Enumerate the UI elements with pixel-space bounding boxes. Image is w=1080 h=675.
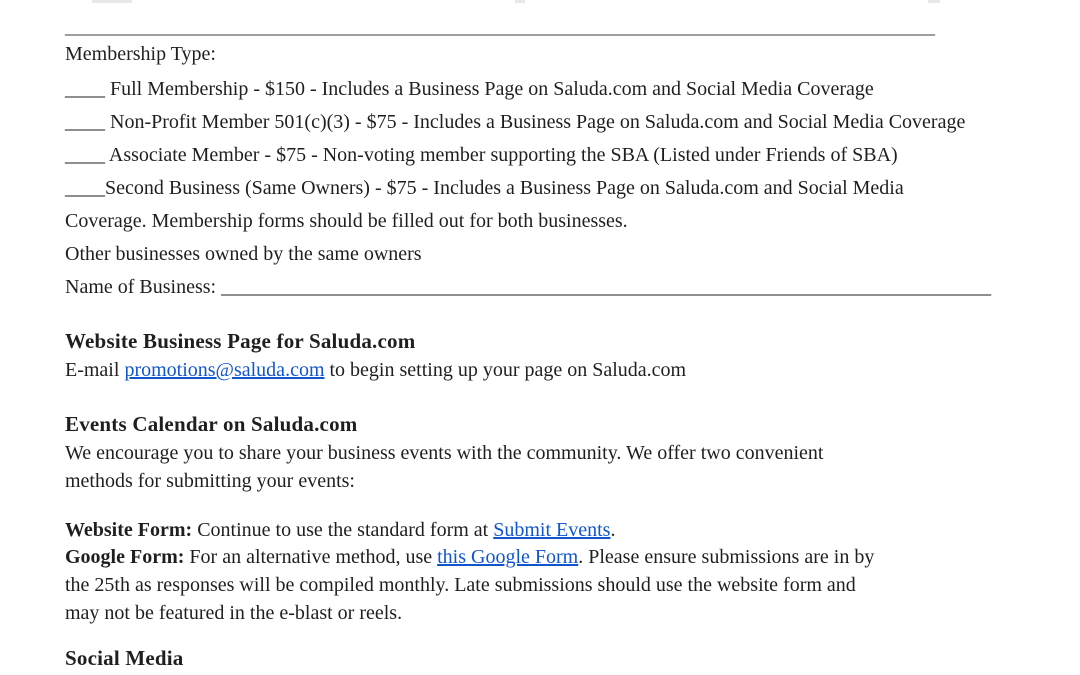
cropped-text-remnant — [515, 0, 525, 3]
name-of-business-line — [65, 274, 991, 300]
membership-option-nonprofit — [65, 109, 965, 135]
google-form-line2: the 25th as responses will be compiled monthly. Late submissions should use the website form and — [65, 574, 856, 596]
cropped-text-remnant — [928, 0, 940, 3]
text-segment: . Please ensure submissions are in by — [578, 546, 875, 568]
membership-option-associate — [65, 142, 898, 168]
website-form-line — [65, 517, 615, 543]
google-form-line1 — [65, 544, 874, 570]
membership-option-label: Associate Member - $75 - Non-voting member supporting the SBA (Listed under Friends of SBA) — [105, 144, 898, 166]
text-segment: . — [610, 519, 616, 541]
membership-option-label: Second Business (Same Owners) - $75 - Includes a Business Page on Saluda.com and Social Media — [105, 177, 904, 199]
fill-in-blank[interactable]: ____ — [65, 78, 105, 100]
membership-type-heading: Membership Type: — [65, 43, 216, 65]
cropped-text-remnant — [92, 0, 132, 3]
name-of-business-blank[interactable]: _____________________________________________________________________________ — [221, 276, 992, 298]
events-body-line2: methods for submitting your events: — [65, 470, 355, 492]
bold-label: Google Form: — [65, 546, 185, 568]
text-segment: E-mail — [65, 359, 125, 381]
other-businesses-note: Other businesses owned by the same owners — [65, 243, 422, 265]
fill-in-blank[interactable]: ____ — [65, 111, 105, 133]
events-calendar-heading: Events Calendar on Saluda.com — [65, 412, 358, 436]
social-media-heading: Social Media — [65, 646, 184, 670]
divider-underscore-line: _______________________________________________________________________________________ — [65, 16, 935, 38]
text-segment: Continue to use the standard form at — [192, 519, 494, 541]
fill-in-blank[interactable]: ____ — [65, 144, 105, 166]
fill-in-blank[interactable]: ____ — [65, 177, 105, 199]
google-form-link[interactable]: this Google Form — [437, 546, 579, 568]
email-line — [65, 357, 686, 383]
membership-option-full — [65, 76, 874, 102]
name-of-business-label: Name of Business: — [65, 276, 222, 298]
membership-option-second-business — [65, 175, 904, 201]
text-segment: For an alternative method, use — [184, 546, 438, 568]
membership-continuation-text: Coverage. Membership forms should be filled out for both businesses. — [65, 210, 628, 232]
google-form-line3: may not be featured in the e-blast or reels. — [65, 602, 403, 624]
membership-option-label: Full Membership - $150 - Includes a Business Page on Saluda.com and Social Media Coverage — [105, 78, 874, 100]
website-business-page-heading: Website Business Page for Saluda.com — [65, 329, 416, 353]
bold-label: Website Form: — [65, 519, 193, 541]
membership-option-label: Non-Profit Member 501(c)(3) - $75 - Includes a Business Page on Saluda.com and Social Media Coverage — [105, 111, 966, 133]
events-body-line1: We encourage you to share your business events with the community. We offer two convenient — [65, 442, 824, 464]
text-segment: to begin setting up your page on Saluda.com — [324, 359, 687, 381]
promotions-email-link[interactable]: promotions@saluda.com — [124, 359, 325, 381]
submit-events-link[interactable]: Submit Events — [493, 519, 611, 541]
